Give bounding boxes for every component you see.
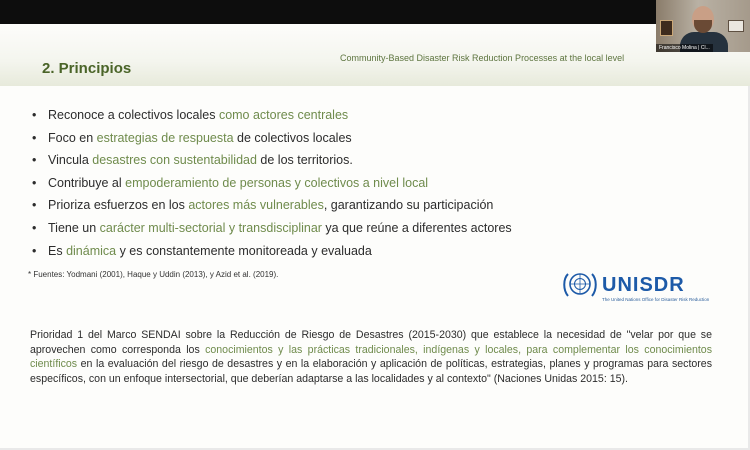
bullet-dot: • xyxy=(32,175,37,190)
logo-tagline: The United Nations Office for Disaster Risk Reduction xyxy=(602,297,710,302)
wall-picture xyxy=(660,20,673,36)
bullet-text: Es xyxy=(48,243,67,258)
bullet-dot: • xyxy=(32,220,37,235)
bullet-text: Tiene un xyxy=(48,220,100,235)
bullet-item xyxy=(32,172,512,195)
bullet-item xyxy=(32,240,512,263)
bullet-dot: • xyxy=(32,130,37,145)
bullet-highlight: estrategias de respuesta xyxy=(96,130,234,145)
bullet-highlight: actores más vulnerables xyxy=(188,198,324,213)
paragraph-text: en la evaluación del riesgo de desastres y en la elaboración y aplicación de políticas, estrategias, planes y programas para sectores específicos, con un enfoque intersectorial, que deberían adaptarse a las localidades y al contexto" (Naciones Unidas 2015: 15). xyxy=(30,358,712,385)
paragraph-text: Prioridad 1 del Marco SENDAI sobre la Reducción de Riesgo de Desastres (2015-2030) que establece la necesidad de "velar por que se aprovechen como corresponda los xyxy=(30,329,712,356)
logo-wordmark: UNISDR xyxy=(602,274,685,296)
bullet-highlight: empoderamiento de personas y colectivos a nivel local xyxy=(125,175,429,190)
bullet-dot: • xyxy=(32,153,37,168)
slide-subtitle: Community-Based Disaster Risk Reduction Processes at the local level xyxy=(340,53,625,63)
bullet-highlight: dinámica xyxy=(66,243,117,258)
bullet-text: ya que reúne a diferentes actores xyxy=(321,220,512,235)
unisdr-logo xyxy=(560,268,710,308)
bullet-highlight: desastres con sustentabilidad xyxy=(92,153,257,168)
bullet-highlight: como actores centrales xyxy=(218,108,349,122)
bullet-text: , garantizando su participación xyxy=(323,198,494,213)
bullet-dot: • xyxy=(32,243,37,258)
bullet-item xyxy=(32,194,512,217)
bullet-text: de colectivos locales xyxy=(233,130,352,145)
slide-title: 2. Principios xyxy=(42,60,132,77)
bullet-item xyxy=(32,217,512,240)
bullet-text: y es constantemente monitoreada y evaluada xyxy=(116,243,372,258)
sources-footnote: * Fuentes: Yodmani (2001), Haque y Uddin (2013), y Azid et al. (2019). xyxy=(28,270,279,279)
bullet-item xyxy=(32,127,512,150)
bullet-text: Reconoce a colectivos locales xyxy=(48,108,219,122)
sendai-paragraph xyxy=(30,328,712,386)
bullet-text: Prioriza esfuerzos en los xyxy=(48,198,189,213)
bullet-text: Contribuye al xyxy=(48,175,126,190)
bullet-text: de los territorios. xyxy=(256,153,353,168)
principles-list xyxy=(32,104,512,262)
meeting-top-bar xyxy=(0,0,750,24)
bullet-item xyxy=(32,149,512,172)
bullet-dot: • xyxy=(32,108,37,122)
bullet-item xyxy=(32,104,512,127)
paragraph-highlight: conocimientos y las prácticas tradicionales, indígenas y locales, para complementar los conocimientos científicos xyxy=(30,343,712,371)
participant-name-label: Francisco Molina | Cl... xyxy=(656,44,713,52)
bullet-dot: • xyxy=(32,198,37,213)
un-emblem-icon xyxy=(562,270,598,300)
wall-picture xyxy=(728,20,744,32)
bullet-text: Foco en xyxy=(48,130,97,145)
participant-video-tile[interactable] xyxy=(656,0,750,52)
bullet-highlight: carácter multi-sectorial y transdisciplinar xyxy=(99,220,322,235)
bullet-text: Vincula xyxy=(48,153,93,168)
